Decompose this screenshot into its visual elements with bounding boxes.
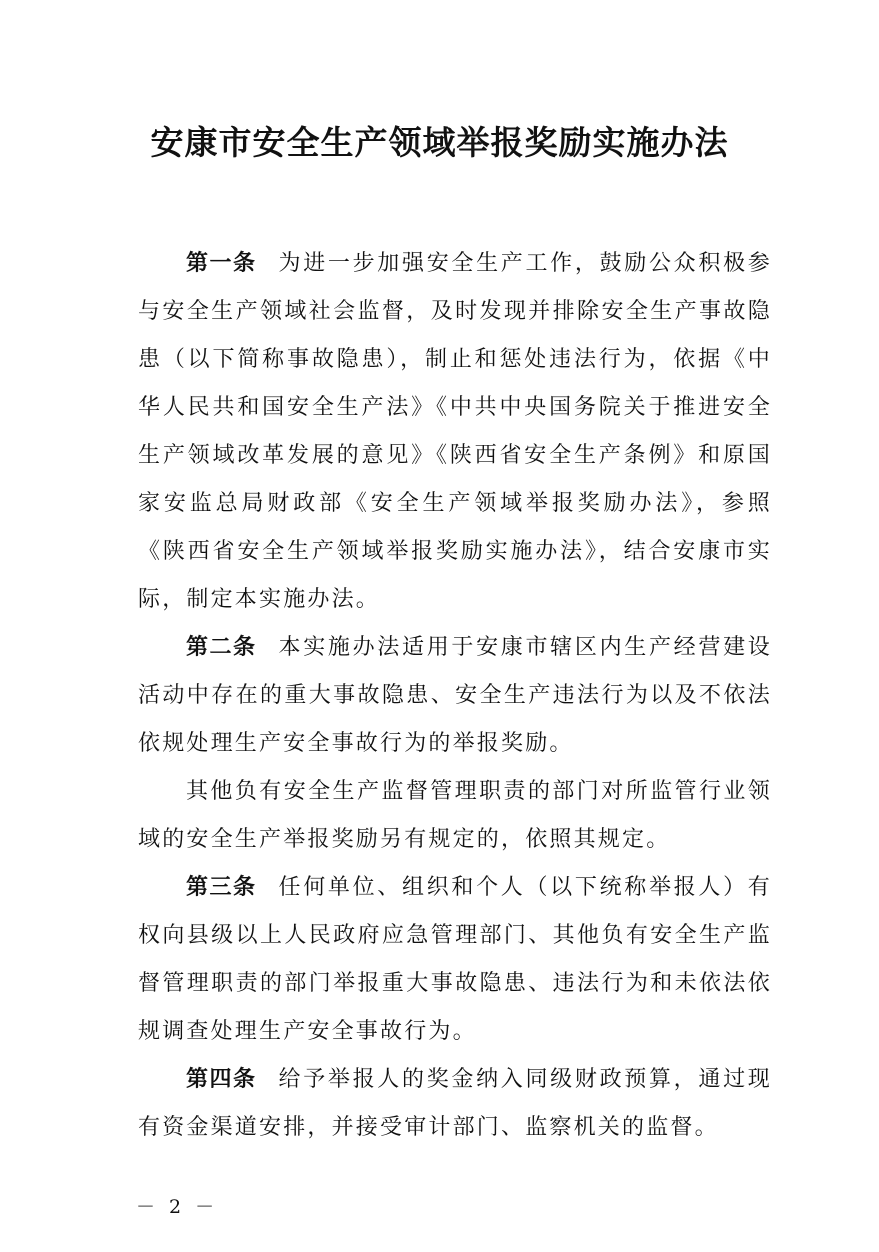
article-paragraph xyxy=(138,768,772,864)
article-number: 第二条 xyxy=(186,635,257,660)
article-text: 本实施办法适用于安康市辖区内生产经营建设活动中存在的重大事故隐患、安全生产违法行为以及不依法依规处理生产安全事故行为的举报奖励。 xyxy=(138,635,772,756)
document-title: 安康市安全生产领域举报奖励实施办法 xyxy=(150,123,729,162)
article-paragraph xyxy=(138,240,772,624)
article-text: 其他负有安全生产监督管理职责的部门对所监管行业领域的安全生产举报奖励另有规定的，依照其规定。 xyxy=(138,779,772,852)
article-text: 为进一步加强安全生产工作，鼓励公众积极参与安全生产领域社会监督，及时发现并排除安全生产事故隐患（以下简称事故隐患），制止和惩处违法行为，依据《中华人民共和国安全生产法》《中共中央国务院关于推进安全生产领域改革发展的意见》《陕西省安全生产条例》和原国家安监总局财政部《安全生产领域举报奖励办法》，参照《陕西省安全生产领域举报奖励实施办法》，结合安康市实际，制定本实施办法。 xyxy=(138,251,772,612)
document-body xyxy=(138,240,772,1152)
page-number: － 2 － xyxy=(136,1196,219,1218)
article-number: 第四条 xyxy=(186,1067,257,1092)
article-paragraph xyxy=(138,1056,772,1152)
article-paragraph xyxy=(138,624,772,768)
article-number: 第一条 xyxy=(186,251,257,276)
article-text: 任何单位、组织和个人（以下统称举报人）有权向县级以上人民政府应急管理部门、其他负有安全生产监督管理职责的部门举报重大事故隐患、违法行为和未依法依规调查处理生产安全事故行为。 xyxy=(138,875,772,1044)
article-paragraph xyxy=(138,864,772,1056)
article-text: 给予举报人的奖金纳入同级财政预算，通过现有资金渠道安排，并接受审计部门、监察机关的监督。 xyxy=(138,1067,772,1140)
article-number: 第三条 xyxy=(186,875,257,900)
